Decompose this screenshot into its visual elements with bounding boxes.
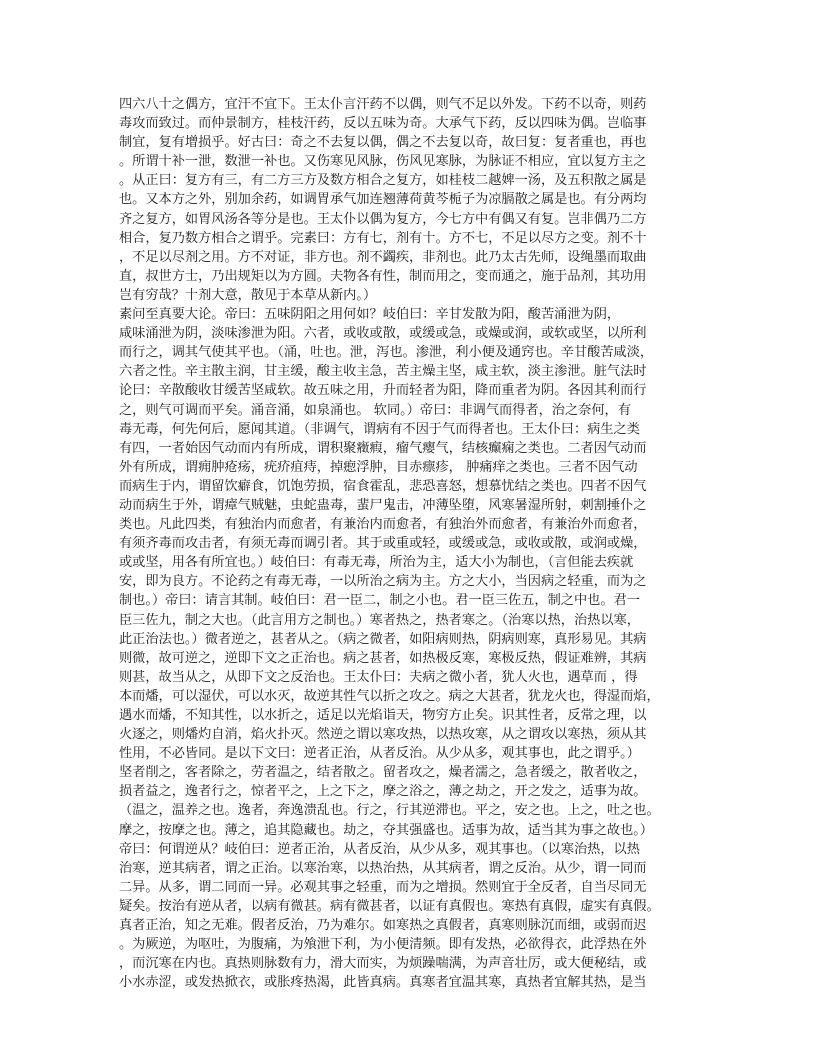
text-line: 。从正曰：复方有三，有二方三方及数方相合之复方，如桂枝二越婢一汤，及五积散之属是 [119,173,647,189]
text-line: 直，叔世方士，乃出规矩以为方圆。夫物各有性，制而用之，变而通之，施于品剂，其功用 [119,268,647,284]
text-line: 安，即为良方。不论药之有毒无毒，一以所治之病为主。方之大小，当因病之轻重，而为之 [119,574,647,590]
text-line: 小水赤涩，或发热掀衣，或胀疼热渴，此皆真病。真寒者宜温其寒，真热者宜解其热，是当 [119,975,647,991]
text-line: 也。又本方之外，别加余药，如调胃承气加连翘薄荷黄芩栀子为凉膈散之属是也。有分两均 [119,192,647,208]
text-line: 疑矣。按治有逆从者，以病有微甚。病有微甚者，以证有真假也。寒热有真假，虚实有真假。 [119,898,660,914]
text-line: 有须齐毒而攻击者，有须无毒而调引者。其于或重或轻，或缓或急，或收或散，或润或燥， [119,536,647,552]
text-line: 制也。）帝曰：请言其制。岐伯曰：君一臣二，制之小也。君一臣三佐五，制之中也。君一 [119,593,640,609]
body-text [119,95,699,992]
text-line: 之，则气可调而平矣。涌音涌，如泉涌也。 软同。）帝曰：非调气而得者，治之奈何，有 [119,402,631,418]
text-line: 类也。凡此四类，有独治内而愈者，有兼治内而愈者，有独治外而愈者，有兼治外而愈者， [119,517,647,533]
text-line: 坚者削之，客者除之，劳者温之，结者散之。留者攻之，燥者濡之，急者缓之，散者收之， [119,765,647,781]
text-line: 此正治法也。）微者逆之，甚者从之。（病之微者，如阳病则热，阴病则寒，真形易见。其病 [119,631,647,647]
text-line: 真者正治，知之无难。假者反治，乃为难尔。如寒热之真假者，真寒则脉沉而细，或弱而迟 [119,918,647,934]
text-line: 火逐之，则燔灼自消，焰火扑灭。然逆之谓以寒攻热，以热攻寒，从之谓攻以寒热，须从其 [119,727,647,743]
text-line: 遇水而燔，不知其性，以水折之，适足以光焰诣天，物穷方止矣。识其性者，反常之理，以 [119,708,647,723]
text-line: 论曰：辛散酸收甘缓苦坚咸软。故五味之用，升而轻者为阳，降而重者为阴。各因其利而行 [119,383,647,399]
text-line: （温之，温养之也。逸者，奔逸溃乱也。行之，行其逆滞也。平之，安之也。上之，吐之也。 [119,803,660,819]
text-line: 帝曰：何谓逆从？岐伯曰：逆者正治，从者反治，从少从多，观其事也。（以寒治热，以热 [119,841,640,857]
text-line: ，而沉寒在内也。真热则脉数有力，滑大而实，为烦躁喘满，为声音壮厉，或大便秘结，或 [119,956,647,972]
text-line: 而病生于内，谓留饮癖食，饥饱劳损，宿食霍乱，悲恐喜怒，想慕忧结之类也。四者不因气 [119,478,647,494]
text-line: 制宜，复有增损乎。好古曰：奇之不去复以偶，偶之不去复以奇，故曰复：复者重也，再也 [119,135,647,151]
text-line: ，不足以尽剂之用。方不对证，非方也。剂不蠲疾，非剂也。此乃太古先师，设绳墨而取曲 [119,249,647,265]
text-line: 或或坚，用各有所宜也。）岐伯曰：有毒无毒，所治为主，适大小为制也，（言但能去疾就 [119,555,634,571]
text-line: 二异。从多，谓二同而一异。必观其事之轻重，而为之增损。然则宜于全反者，自当尽同无 [119,879,647,895]
text-line: 相合，复乃数方相合之谓乎。完素曰：方有七，剂有十。方不七，不足以尽方之变。剂不十 [119,230,647,246]
text-line: 。所谓十补一泄，数泄一补也。又伤寒见风脉，伤风见寒脉，为脉证不相应，宜以复方主之 [119,154,647,170]
text-line: 动而病生于外，谓瘴气贼魅，虫蛇蛊毒，蜚尸鬼击，冲薄坠堕，风寒暑湿所射，刺割捶仆之 [119,497,647,513]
text-line: 岂有穷哉？十剂大意，散见于本草从新内。） [119,287,377,303]
text-line: 则微，故可逆之，逆即下文之正治也。病之甚者，如热极反寒，寒极反热，假证难辨，其病 [119,650,647,666]
text-line: 臣三佐九，制之大也。（此言用方之制也。）寒者热之，热者寒之。（治寒以热，治热以寒， [119,612,640,628]
text-line: 四六八十之偶方，宜汗不宜下。王太仆言汗药不以偶，则气不足以外发。下药不以奇，则药 [119,97,647,112]
text-line: 外有所成，谓痈肿疮疡，疣疥疽痔，掉瘛浮肿，目赤瘭疹， 肿痛痒之类也。三者不因气动 [119,459,638,475]
text-line: 素问至真要大论。帝曰：五味阴阳之用何如？岐伯曰：辛甘发散为阳，酸苦涌泄为阴， [119,307,621,323]
text-line: 咸味涌泄为阴，淡味渗泄为阳。六者，或收或散，或缓或急，或燥或润，或软或坚，以所利 [119,326,647,342]
text-line: 六者之性。辛主散主润，甘主缓，酸主收主急，苦主燥主坚，咸主软，淡主渗泄。脏气法时 [119,364,647,380]
text-line: 则甚，故当从之，从即下文之反治也。王太仆曰：夫病之微小者，犹人火也，遇草而 ，得 [119,669,638,685]
text-line: 摩之，按摩之也。薄之，追其隐藏也。劫之，夺其强盛也。适事为故，适当其为事之故也。） [119,822,654,838]
text-line: 毒攻而致过。而仲景制方，桂枝汗药，反以五味为奇。大承气下药，反以四味为偶。岂临事 [119,116,647,132]
text-line: 本而燔，可以湿伏，可以水灭，故逆其性气以折之攻之。病之大甚者，犹龙火也，得湿而焰， [119,688,660,704]
text-line: 治寒，逆其病者，谓之正治。以寒治寒，以热治热，从其病者，谓之反治。从少，谓一同而 [119,860,647,876]
text-line: 。为厥逆，为呕吐，为腹痛，为飧泄下利，为小便清频。即有发热，必欲得衣，此浮热在外 [119,937,647,953]
text-line: 有四，一者始因气动而内有所成，谓积聚癥瘕，瘤气瘿气，结核癫痫之类也。二者因气动而 [119,440,647,456]
text-line: 性用，不必皆同。是以下文曰：逆者正治，从者反治。从少从多，观其事也，此之谓乎。） [119,746,640,762]
text-line: 齐之复方，如胃风汤各等分是也。王太仆以偶为复方，今七方中有偶又有复。岂非偶乃二方 [119,211,647,227]
text-line: 而行之，调其气使其平也。（涌，吐也。泄，泻也。渗泄，利小便及通窍也。辛甘酸苦咸淡， [119,345,654,361]
text-line: 毒无毒，何先何后，愿闻其道。（非调气，谓病有不因于气而得者也。王太仆曰：病生之类 [119,421,640,437]
text-line: 损者益之，逸者行之，惊者平之，上之下之，摩之浴之，薄之劫之，开之发之，适事为故。 [119,784,647,800]
